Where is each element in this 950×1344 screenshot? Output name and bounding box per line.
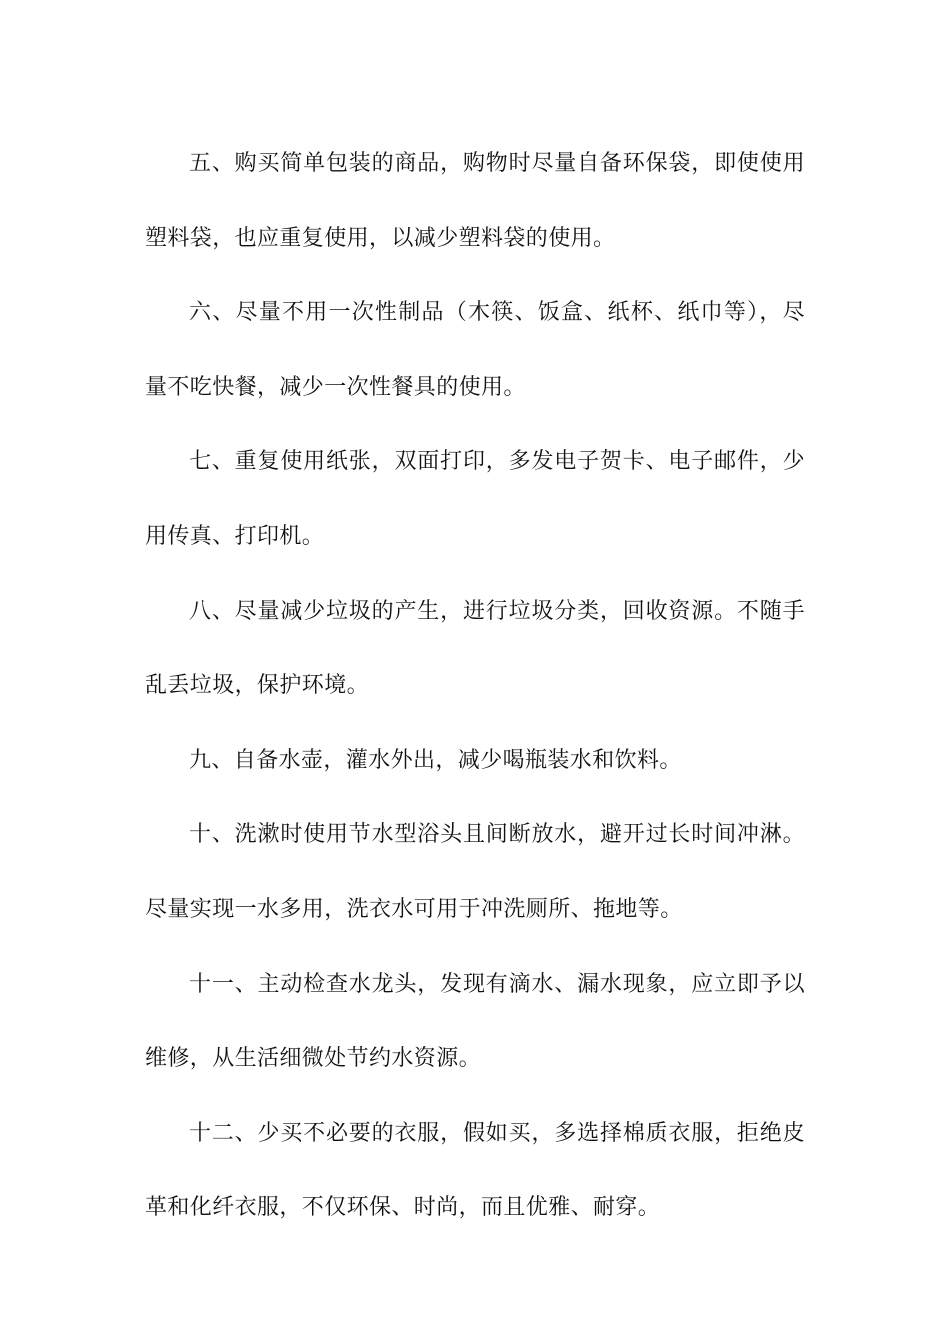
paragraph-item-6: 六、尽量不用一次性制品（木筷、饭盒、纸杯、纸巾等），尽量不吃快餐，减少一次性餐具的使用。: [145, 300, 805, 400]
paragraph-item-7: 七、重复使用纸张，双面打印，多发电子贺卡、电子邮件，少用传真、打印机。: [145, 449, 805, 549]
paragraph-item-10: 十、洗漱时使用节水型浴头且间断放水，避开过长时间冲淋。尽量实现一水多用，洗衣水可用于冲洗厕所、拖地等。: [145, 822, 805, 922]
paragraph-item-5: 五、购买简单包装的商品，购物时尽量自备环保袋，即使使用塑料袋，也应重复使用，以减少塑料袋的使用。: [145, 151, 805, 251]
paragraph-item-9: 九、自备水壶，灌水外出，减少喝瓶装水和饮料。: [189, 747, 682, 773]
paragraph-item-12: 十二、少买不必要的衣服，假如买，多选择棉质衣服，拒绝皮革和化纤衣服，不仅环保、时尚，而且优雅、耐穿。: [145, 1120, 805, 1221]
paragraph-item-11: 十一、主动检查水龙头，发现有滴水、漏水现象，应立即予以维修，从生活细微处节约水资源。: [145, 971, 805, 1072]
paragraph-item-8: 八、尽量减少垃圾的产生，进行垃圾分类，回收资源。不随手乱丢垃圾，保护环境。: [145, 598, 805, 699]
document-body: [145, 127, 805, 1246]
